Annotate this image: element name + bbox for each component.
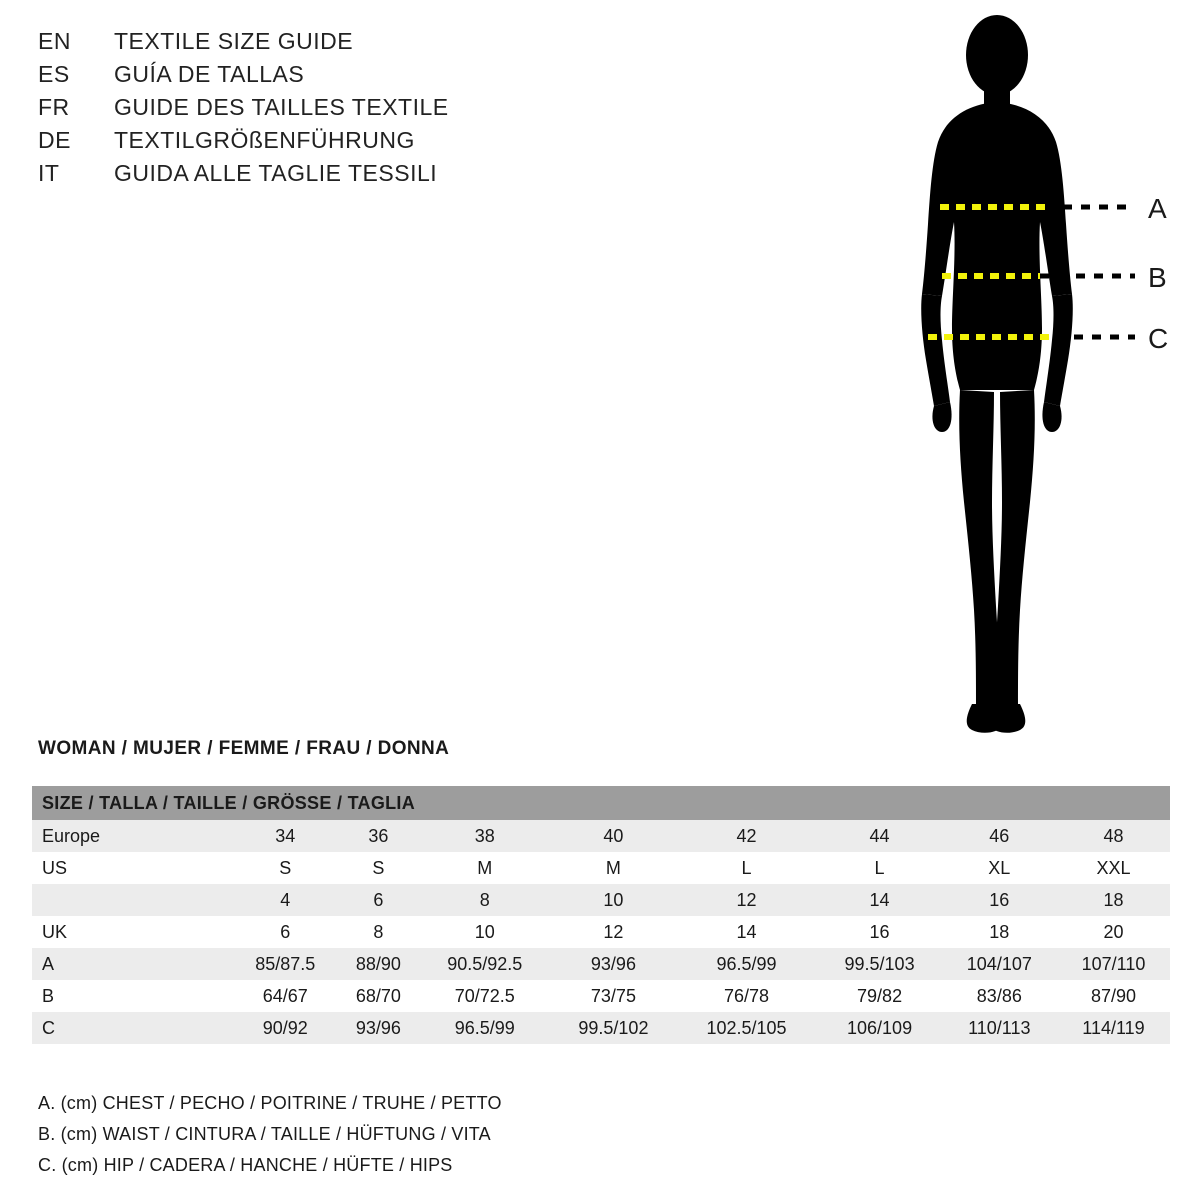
table-cell: 10 (551, 884, 675, 916)
table-cell: 42 (676, 820, 818, 852)
table-cell: 68/70 (338, 980, 418, 1012)
table-cell: 107/110 (1057, 948, 1170, 980)
table-cell: 76/78 (676, 980, 818, 1012)
hip-marker-label: C (1148, 323, 1169, 354)
table-cell: 83/86 (942, 980, 1057, 1012)
table-cell: 36 (338, 820, 418, 852)
language-title: TEXTILGRÖßENFÜHRUNG (114, 127, 415, 153)
table-cell: 20 (1057, 916, 1170, 948)
table-row (32, 980, 1170, 1012)
table-cell: 90/92 (232, 1012, 338, 1044)
table-cell: 8 (418, 884, 551, 916)
table-cell: 73/75 (551, 980, 675, 1012)
table-cell: L (676, 852, 818, 884)
table-cell: 85/87.5 (232, 948, 338, 980)
language-title: GUIDA ALLE TAGLIE TESSILI (114, 160, 438, 186)
table-cell: S (232, 852, 338, 884)
table-cell: S (338, 852, 418, 884)
table-cell: 93/96 (338, 1012, 418, 1044)
table-cell: 48 (1057, 820, 1170, 852)
table-cell: 4 (232, 884, 338, 916)
table-cell: 14 (676, 916, 818, 948)
language-code: FR (38, 94, 70, 120)
size-table (32, 786, 1170, 1044)
measurement-legend (38, 1088, 938, 1181)
table-header-row (32, 786, 1170, 820)
row-label: Europe (32, 820, 232, 852)
language-code: IT (38, 160, 60, 186)
table-cell: 10 (418, 916, 551, 948)
table-cell: 90.5/92.5 (418, 948, 551, 980)
table-cell: 96.5/99 (418, 1012, 551, 1044)
table-cell: 99.5/102 (551, 1012, 675, 1044)
table-cell: 16 (817, 916, 941, 948)
language-code: DE (38, 127, 71, 153)
table-cell: XXL (1057, 852, 1170, 884)
legend-item-chest: A. (cm) CHEST / PECHO / POITRINE / TRUHE / PETTO (38, 1093, 502, 1113)
table-cell: 12 (551, 916, 675, 948)
table-row (32, 852, 1170, 884)
table-cell: 114/119 (1057, 1012, 1170, 1044)
section-title: WOMAN / MUJER / FEMME / FRAU / DONNA (38, 738, 450, 759)
language-code: EN (38, 28, 71, 54)
row-label: UK (32, 916, 232, 948)
table-cell: 18 (1057, 884, 1170, 916)
table-cell: 46 (942, 820, 1057, 852)
table-cell: 106/109 (817, 1012, 941, 1044)
row-label: US (32, 852, 232, 884)
row-label: C (32, 1012, 232, 1044)
table-row (32, 1012, 1170, 1044)
table-cell: XL (942, 852, 1057, 884)
table-cell: 44 (817, 820, 941, 852)
female-silhouette-icon (921, 15, 1073, 733)
table-cell: 93/96 (551, 948, 675, 980)
legend-item-hip: C. (cm) HIP / CADERA / HANCHE / HÜFTE / HIPS (38, 1155, 453, 1175)
language-row-fr (38, 94, 558, 127)
table-cell: 64/67 (232, 980, 338, 1012)
table-row (32, 820, 1170, 852)
table-cell: 99.5/103 (817, 948, 941, 980)
row-label: A (32, 948, 232, 980)
waist-marker-label: B (1148, 262, 1167, 293)
language-row-de (38, 127, 558, 160)
language-title: TEXTILE SIZE GUIDE (114, 28, 354, 54)
language-title: GUIDE DES TAILLES TEXTILE (114, 94, 449, 120)
language-code: ES (38, 61, 70, 87)
table-cell: 70/72.5 (418, 980, 551, 1012)
row-label: B (32, 980, 232, 1012)
table-cell: 8 (338, 916, 418, 948)
language-row-es (38, 61, 558, 94)
table-cell: 96.5/99 (676, 948, 818, 980)
table-cell: 87/90 (1057, 980, 1170, 1012)
language-row-it (38, 160, 558, 193)
table-cell: M (551, 852, 675, 884)
table-cell: 102.5/105 (676, 1012, 818, 1044)
language-title-list (38, 28, 558, 193)
row-label (32, 884, 232, 916)
language-title: GUÍA DE TALLAS (114, 61, 305, 87)
legend-item-waist: B. (cm) WAIST / CINTURA / TAILLE / HÜFTUNG / VITA (38, 1124, 491, 1144)
table-cell: 104/107 (942, 948, 1057, 980)
table-cell: 6 (338, 884, 418, 916)
table-cell: 34 (232, 820, 338, 852)
table-header-label: SIZE / TALLA / TAILLE / GRÖSSE / TAGLIA (32, 786, 1170, 820)
table-cell: 18 (942, 916, 1057, 948)
table-row (32, 884, 1170, 916)
chest-marker-label: A (1148, 193, 1167, 224)
table-cell: 40 (551, 820, 675, 852)
language-row-en (38, 28, 558, 61)
table-cell: 14 (817, 884, 941, 916)
table-row (32, 948, 1170, 980)
table-cell: 88/90 (338, 948, 418, 980)
table-row (32, 916, 1170, 948)
table-cell: 38 (418, 820, 551, 852)
table-cell: L (817, 852, 941, 884)
table-cell: 110/113 (942, 1012, 1057, 1044)
table-cell: M (418, 852, 551, 884)
table-cell: 12 (676, 884, 818, 916)
table-cell: 6 (232, 916, 338, 948)
table-cell: 16 (942, 884, 1057, 916)
table-cell: 79/82 (817, 980, 941, 1012)
body-measurement-figure (860, 10, 1190, 750)
